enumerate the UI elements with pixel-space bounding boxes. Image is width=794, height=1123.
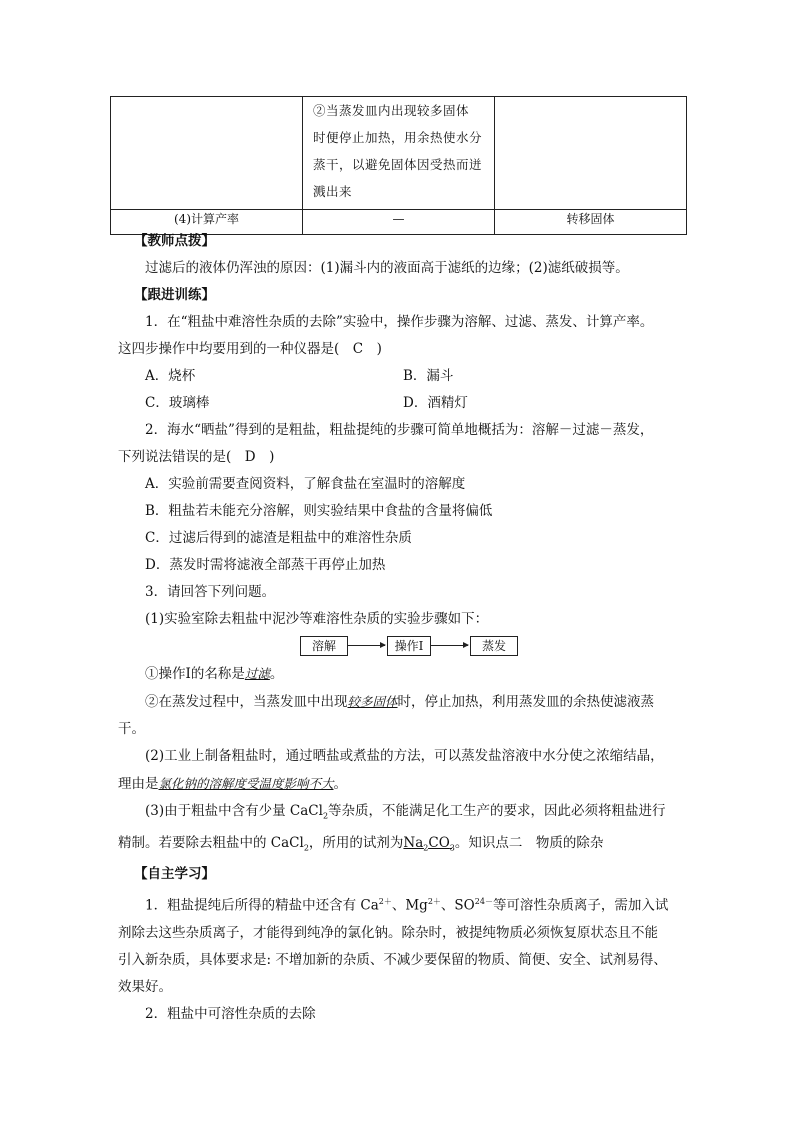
- option-d: D．酒精灯: [403, 395, 468, 411]
- q3-part3-line2: [0, 830, 794, 862]
- q3-sub2: [0, 688, 794, 716]
- process-flow-diagram: [300, 633, 794, 660]
- text: －: [484, 897, 493, 907]
- flow-step-evaporate: 蒸发: [470, 636, 518, 656]
- q3-part2-line1: (2)工业上制备粗盐时，通过晒盐或煮盐的方法，可以蒸发盐溶液中水分使之浓缩结晶，: [145, 748, 664, 764]
- table-cell: [303, 97, 495, 210]
- flow-step-operation: 操作Ⅰ: [387, 636, 431, 656]
- q3-part2-line2: [0, 770, 794, 798]
- handwritten-answer: 过滤: [244, 666, 270, 681]
- q3-part3-line1: [0, 798, 794, 830]
- self-study-s1-line1: [0, 888, 794, 920]
- q1-line1: 1．在“粗盐中难溶性杂质的去除”实验中，操作步骤为溶解、过滤、蒸发、计算产率。: [145, 314, 654, 330]
- cell-line: 蒸干，以避免固体因受热而迸: [313, 157, 483, 172]
- q2-option-b: B．粗盐若未能充分溶解，则实验结果中食盐的含量将偏低: [145, 503, 493, 519]
- text: 等可溶性杂质离子，需加入试: [492, 897, 669, 914]
- subscript: 2: [423, 843, 429, 853]
- text: 时，停止加热，利用蒸发皿的余热使滤液蒸: [397, 694, 655, 710]
- answer-formula: [403, 835, 454, 851]
- flow-arrow-icon: [431, 645, 468, 646]
- option-b: B．漏斗: [403, 368, 454, 384]
- text: 精制。若要除去粗盐中的 CaCl: [118, 834, 304, 851]
- text: ，所用的试剂为: [308, 834, 404, 851]
- superscript: 2＋: [427, 897, 441, 907]
- q2-line2: 下列说法错误的是( D ): [118, 449, 275, 465]
- q2-option-c: C．过滤后得到的滤渣是粗盐中的难溶性杂质: [145, 530, 412, 546]
- flow-arrow-icon: [348, 645, 385, 646]
- subscript: 2: [322, 811, 329, 821]
- cell-text: [303, 97, 494, 209]
- q2-line1: 2．海水“晒盐”得到的是粗盐，粗盐提纯的步骤可简单地概括为：溶解－过滤－蒸发，: [145, 422, 654, 438]
- text: 。知识点二 物质的除杂: [454, 834, 604, 851]
- teacher-heading: 【教师点拨】: [134, 233, 215, 249]
- table-cell: 转移固体: [495, 210, 687, 235]
- text: 4: [479, 897, 485, 907]
- table-cell: [111, 97, 303, 210]
- text: 。: [269, 666, 284, 682]
- experiment-table: [110, 96, 687, 235]
- q1-options-row: [0, 390, 794, 417]
- text: 2: [474, 897, 480, 907]
- text: ①操作Ⅰ的名称是: [145, 666, 245, 682]
- option-a: A．烧杯: [145, 368, 196, 384]
- practice-heading: 【跟进训练】: [134, 287, 215, 303]
- table-row: [111, 97, 687, 210]
- text: 、SO: [440, 897, 475, 914]
- cell-line: ②当蒸发皿内出现较多固体: [313, 103, 470, 118]
- self-study-s1-line4: 效果好。: [118, 978, 172, 995]
- text: ②在蒸发过程中，当蒸发皿中出现: [145, 694, 348, 710]
- text: 、Mg: [391, 897, 428, 914]
- self-study-s1-line2: 剂除去这些杂质离子，才能得到纯净的氯化钠。除杂时，被提纯物质必须恢复原状态且不能: [118, 924, 658, 941]
- table-cell: —: [303, 210, 495, 235]
- q1-options-row: [0, 363, 794, 390]
- text: 理由是: [118, 776, 159, 792]
- text: 等杂质，不能满足化工生产的要求，因此必须将粗盐进行: [328, 803, 666, 819]
- superscript: [475, 897, 493, 906]
- flow-step-dissolve: 溶解: [300, 636, 348, 656]
- q1-line2: 这四步操作中均要用到的一种仪器是( C ): [118, 341, 382, 357]
- self-study-s1-line3: 引入新杂质，具体要求是: 不增加新的杂质、不减少要保留的物质、简便、安全、试剂易得、: [118, 951, 667, 968]
- table-cell: (4)计算产率: [111, 210, 303, 235]
- text: CO: [428, 834, 450, 851]
- q2-option-d: D．蒸发时需将滤液全部蒸干再停止加热: [145, 557, 386, 573]
- superscript: 2＋: [378, 897, 392, 907]
- subscript: 3: [449, 843, 455, 853]
- text: (3)由于粗盐中含有少量 CaCl: [145, 803, 323, 819]
- table-cell: [495, 97, 687, 210]
- cell-line: 时便停止加热，用余热使水分: [313, 130, 483, 145]
- option-c: C．玻璃棒: [145, 395, 210, 411]
- q3-part1: (1)实验室除去粗盐中泥沙等难溶性杂质的实验步骤如下：: [145, 611, 489, 627]
- document-body: [0, 228, 794, 1028]
- q3-sub1: [0, 660, 794, 688]
- teacher-text: 过滤后的液体仍浑浊的原因：(1)漏斗内的液面高于滤纸的边缘；(2)滤纸破损等。: [145, 260, 629, 276]
- cell-line: 溅出来: [313, 184, 353, 199]
- text: 。: [333, 776, 348, 792]
- text: Na: [403, 834, 424, 851]
- text: 1．粗盐提纯后所得的精盐中还含有 Ca: [145, 897, 379, 914]
- q2-option-a: A．实验前需要查阅资料，了解食盐在室温时的溶解度: [145, 476, 466, 492]
- q3-sub2-line2: 干。: [118, 721, 145, 737]
- self-study-heading: 【自主学习】: [134, 866, 215, 883]
- q3-intro: 3．请回答下列问题。: [145, 584, 276, 600]
- subscript: 2: [303, 843, 309, 853]
- handwritten-answer: 氯化钠的溶解度受温度影响不大: [158, 776, 334, 791]
- handwritten-answer: 较多固体: [347, 694, 398, 709]
- self-study-s2: 2．粗盐中可溶性杂质的去除: [145, 1005, 316, 1022]
